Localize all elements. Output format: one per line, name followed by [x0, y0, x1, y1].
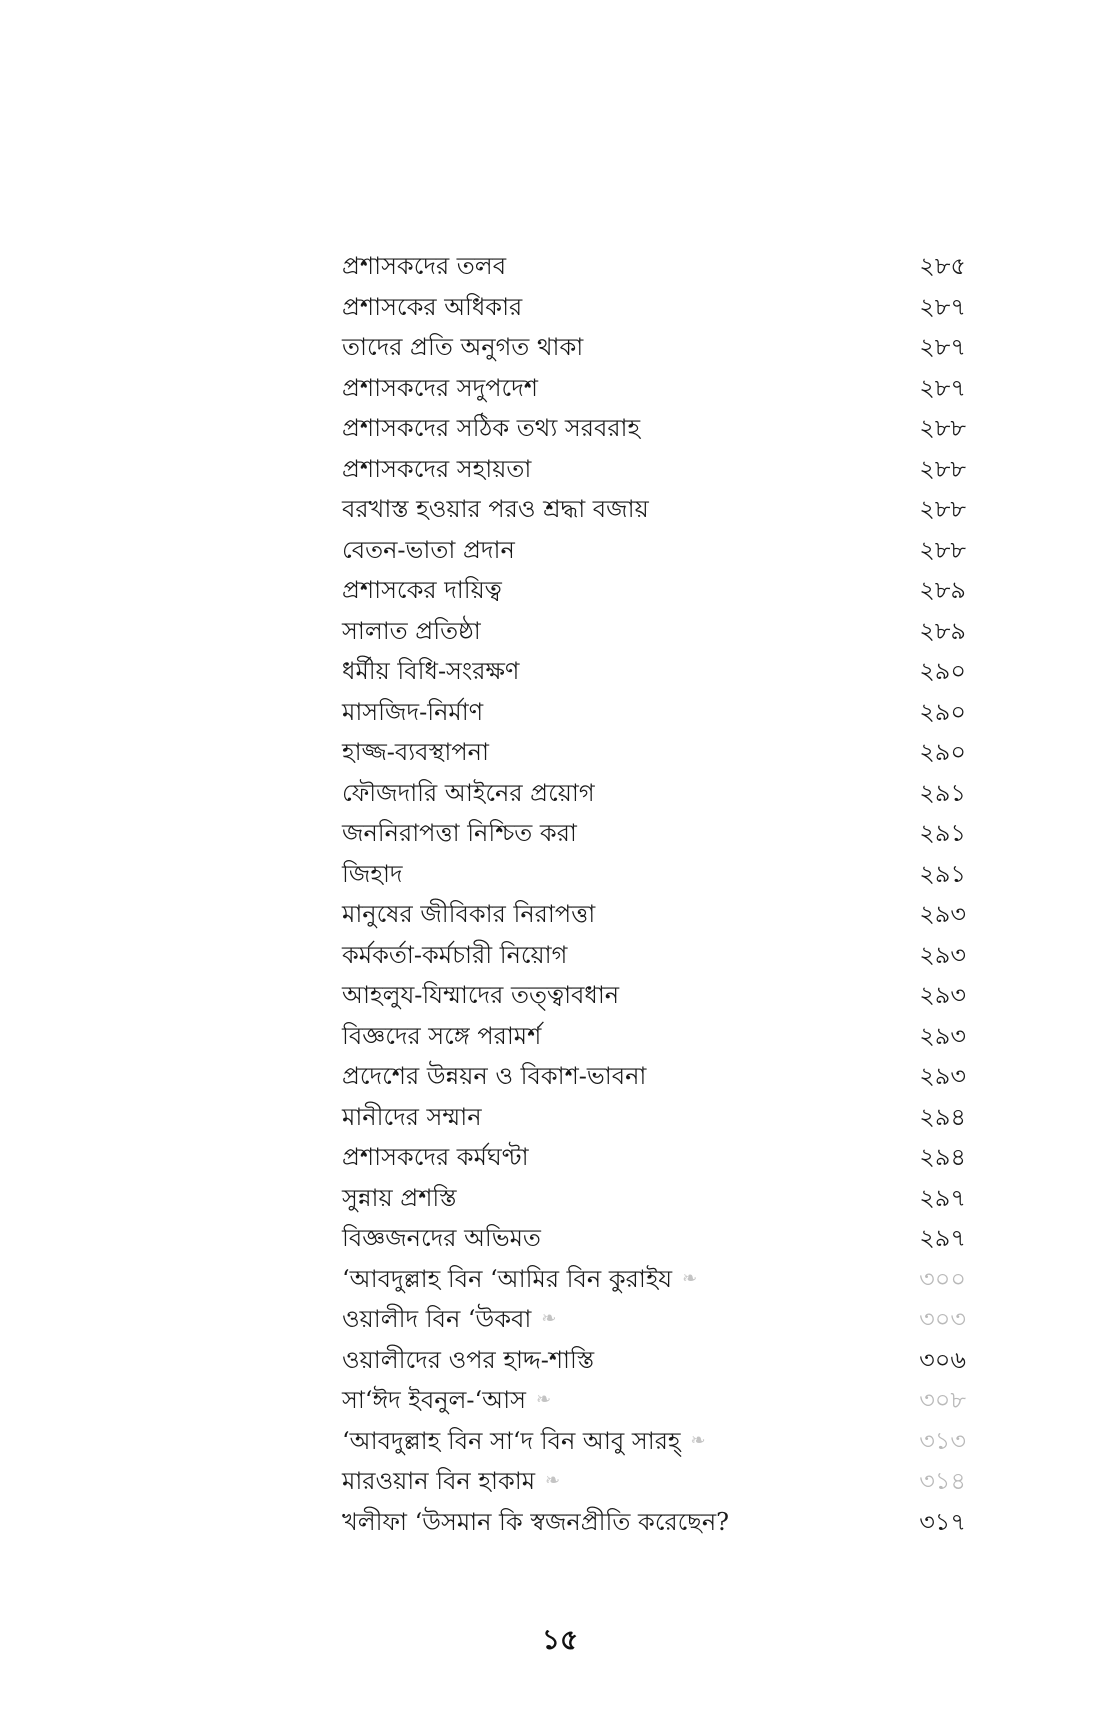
toc-entry-title-text: ফৌজদারি আইনের প্রয়োগ — [342, 778, 595, 807]
toc-entry-title-text: প্রশাসকদের সঠিক তথ্য সরবরাহ — [342, 414, 641, 442]
toc-entry — [342, 1502, 966, 1543]
toc-entry-page: ২৯০ — [919, 697, 966, 726]
toc-entry-title-text: মানুষের জীবিকার নিরাপত্তা — [342, 900, 596, 928]
toc-entry-title-text: বেতন-ভাতা প্রদান — [342, 535, 515, 564]
toc-entry-title-text: হাজ্জ-ব্যবস্থাপনা — [342, 738, 489, 766]
toc-entry-title — [342, 692, 483, 733]
toc-entry-page: ২৮৭ — [919, 292, 966, 321]
toc-entry-title-text: সালাত প্রতিষ্ঠা — [342, 616, 481, 645]
toc-entry-title-text: প্রশাসকের অধিকার — [342, 292, 523, 321]
toc-entry-title — [342, 732, 489, 773]
toc-entry — [342, 1299, 966, 1340]
toc-entry-page: ২৯৩ — [919, 940, 966, 969]
toc-entry-title — [342, 408, 640, 449]
toc-entry-title — [342, 1137, 529, 1178]
toc-entry — [342, 854, 966, 895]
toc-entry — [342, 1016, 966, 1057]
toc-entry — [342, 1461, 966, 1502]
toc-entry — [342, 368, 966, 409]
toc-entry-title — [342, 1259, 697, 1300]
toc-entry-page: ২৯৩ — [919, 1062, 966, 1090]
toc-entry-title — [342, 1461, 560, 1502]
toc-entry-title-text: ‘আবদুল্লাহ বিন ‘আমির বিন কুরাইয — [342, 1264, 673, 1293]
toc-entry — [342, 570, 966, 611]
toc-entry — [342, 935, 966, 976]
toc-entry-title-text: প্রদেশের উন্নয়ন ও বিকাশ-ভাবনা — [342, 1062, 647, 1090]
toc-entry-page: ২৮৭ — [919, 373, 966, 402]
toc-entry-page: ৩০৩ — [919, 1305, 966, 1333]
toc-entry-title — [342, 651, 519, 692]
toc-entry-page: ২৯১ — [919, 778, 966, 807]
toc-entry-page: ২৯০ — [919, 657, 966, 685]
toc-entry — [342, 449, 966, 490]
toc-entry-title — [342, 530, 515, 571]
toc-entry-title — [342, 1340, 594, 1381]
toc-entry-title-text: প্রশাসকদের সদুপদেশ — [342, 373, 539, 402]
toc-entry-title-text: সা‘ঈদ ইবনুল-‘আস — [342, 1386, 526, 1414]
toc-entry-title-text: মানীদের সম্মান — [342, 1102, 482, 1131]
honorific-calligraphy-icon: ❧ — [545, 1470, 561, 1492]
toc-entry-title-text: প্রশাসকের দায়িত্ব — [342, 576, 502, 604]
toc-entry — [342, 894, 966, 935]
toc-entry-title-text: মাসজিদ-নির্মাণ — [342, 697, 484, 726]
toc-entry — [342, 732, 966, 773]
toc-entry-title — [342, 894, 595, 935]
toc-entry — [342, 773, 966, 814]
toc-entry-title — [342, 1056, 646, 1097]
honorific-calligraphy-icon: ❧ — [682, 1267, 698, 1289]
toc-entry-title — [342, 975, 619, 1016]
toc-entry-title — [342, 1097, 482, 1138]
toc-entry-page: ৩১৭ — [919, 1507, 966, 1536]
toc-entry-title — [342, 1016, 541, 1057]
toc-entry — [342, 246, 966, 287]
toc-entry — [342, 287, 966, 328]
toc-entry-title — [342, 246, 506, 287]
toc-entry-title-text: আহলুয-যিম্মাদের তত্ত্বাবধান — [342, 981, 620, 1009]
honorific-calligraphy-icon: ❧ — [690, 1429, 706, 1451]
toc-entry-page: ৩০৮ — [919, 1386, 966, 1414]
toc-entry-page: ৩০০ — [919, 1264, 966, 1293]
toc-entry — [342, 1421, 966, 1462]
toc-entry-page: ২৯৭ — [919, 1224, 966, 1252]
toc-entry-page: ২৯৪ — [919, 1143, 966, 1171]
toc-entry — [342, 1218, 966, 1259]
toc-entry-title — [342, 368, 538, 409]
toc-entry-title-text: ‘আবদুল্লাহ বিন সা‘দ বিন আবু সারহ্ — [342, 1426, 681, 1455]
toc-entry — [342, 1340, 966, 1381]
toc-entry-title — [342, 1502, 729, 1543]
toc-entry — [342, 489, 966, 530]
toc-entry-page: ২৯১ — [919, 819, 966, 847]
toc-entry-page: ২৯৭ — [919, 1183, 966, 1212]
toc-entry-page: ২৮৯ — [919, 576, 966, 604]
toc-entry-title-text: বিজ্ঞদের সঙ্গে পরামর্শ — [342, 1021, 542, 1050]
toc-entry-title — [342, 489, 649, 530]
toc-entry — [342, 1137, 966, 1178]
toc-entry — [342, 1056, 966, 1097]
toc-entry-title — [342, 773, 595, 814]
toc-entry-title — [342, 813, 577, 854]
toc-entry-page: ২৮৫ — [919, 252, 966, 280]
toc-entry-title-text: জননিরাপত্তা নিশ্চিত করা — [342, 819, 577, 847]
toc-entry — [342, 1097, 966, 1138]
toc-entry — [342, 1259, 966, 1300]
toc-entry — [342, 692, 966, 733]
toc-entry-title — [342, 570, 502, 611]
toc-entry-page: ২৯১ — [919, 859, 966, 888]
toc-entry-title-text: বরখাস্ত হওয়ার পরও শ্রদ্ধা বজায় — [342, 495, 649, 523]
toc-entry-title-text: প্রশাসকদের কর্মঘণ্টা — [342, 1143, 529, 1171]
toc-entry-title-text: ওয়ালীদ বিন ‘উকবা — [342, 1305, 532, 1333]
toc-entry-title — [342, 935, 567, 976]
honorific-calligraphy-icon: ❧ — [541, 1308, 557, 1330]
page-number: ১৫ — [541, 1623, 579, 1656]
toc-entry — [342, 975, 966, 1016]
toc-entry-page: ২৯৪ — [919, 1102, 966, 1131]
toc-entry-page: ২৮৮ — [919, 454, 966, 483]
toc-entry — [342, 611, 966, 652]
toc-entry-title-text: ওয়ালীদের ওপর হাদ্দ-শাস্তি — [342, 1345, 595, 1374]
toc-entry-title — [342, 611, 481, 652]
toc-entry-page: ৩০৬ — [919, 1345, 966, 1374]
table-of-contents — [342, 246, 966, 1542]
toc-entry-title-text: প্রশাসকদের সহায়তা — [342, 454, 532, 483]
toc-entry — [342, 1380, 966, 1421]
toc-entry-title-text: ধর্মীয় বিধি-সংরক্ষণ — [342, 657, 520, 685]
toc-entry-page: ২৮৭ — [919, 333, 966, 361]
toc-entry-title — [342, 1421, 706, 1462]
toc-entry — [342, 651, 966, 692]
toc-entry — [342, 813, 966, 854]
toc-entry-title-text: মারওয়ান বিন হাকাম — [342, 1467, 536, 1495]
toc-entry-title — [342, 1218, 541, 1259]
toc-entry-page: ২৮৮ — [919, 495, 966, 523]
toc-entry — [342, 530, 966, 571]
toc-entry — [342, 327, 966, 368]
toc-entry — [342, 1178, 966, 1219]
toc-entry-title-text: জিহাদ — [342, 859, 403, 888]
toc-entry-page: ২৯০ — [919, 738, 966, 766]
toc-entry-title-text: সুন্নায় প্রশস্তি — [342, 1183, 457, 1212]
toc-entry-title — [342, 1299, 556, 1340]
toc-entry-page: ২৯৩ — [919, 1021, 966, 1050]
toc-entry-title — [342, 327, 583, 368]
toc-entry-title — [342, 854, 403, 895]
toc-entry-title — [342, 1380, 551, 1421]
toc-entry-page: ২৮৯ — [919, 616, 966, 645]
toc-entry-page: ২৮৮ — [919, 535, 966, 564]
toc-entry — [342, 408, 966, 449]
toc-entry-title-text: খলীফা ‘উসমান কি স্বজনপ্রীতি করেছেন? — [342, 1507, 730, 1536]
toc-entry-page: ৩১৩ — [919, 1426, 966, 1455]
toc-entry-page: ৩১৪ — [919, 1467, 966, 1495]
toc-entry-page: ২৮৮ — [919, 414, 966, 442]
toc-entry-title — [342, 287, 522, 328]
toc-entry-page: ২৯৩ — [919, 981, 966, 1009]
toc-entry-title-text: বিজ্ঞজনদের অভিমত — [342, 1224, 541, 1252]
honorific-calligraphy-icon: ❧ — [536, 1389, 552, 1411]
toc-entry-page: ২৯৩ — [919, 900, 966, 928]
toc-entry-title — [342, 1178, 457, 1219]
toc-entry-title-text: তাদের প্রতি অনুগত থাকা — [342, 333, 584, 361]
toc-entry-title-text: কর্মকর্তা-কর্মচারী নিয়োগ — [342, 940, 568, 969]
toc-entry-title-text: প্রশাসকদের তলব — [342, 252, 507, 280]
toc-entry-title — [342, 449, 531, 490]
